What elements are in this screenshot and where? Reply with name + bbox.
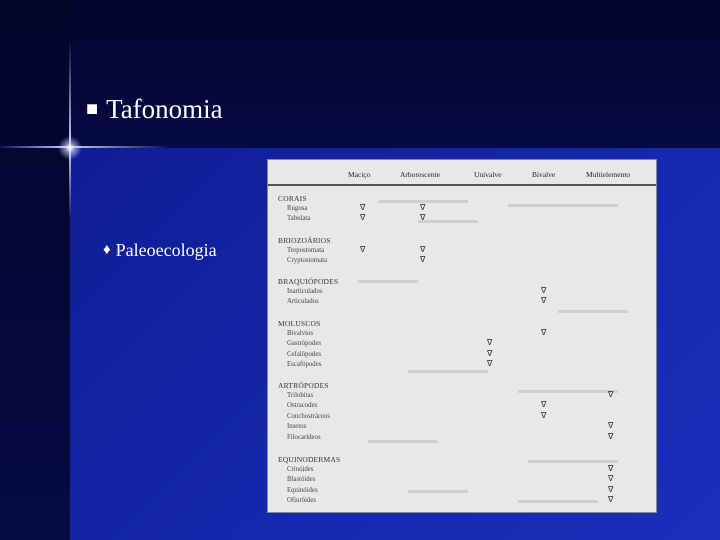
table-marker: ∇ xyxy=(541,296,547,306)
table-marker: ∇ xyxy=(608,421,614,431)
table-marker: ∇ xyxy=(360,213,366,223)
taxon-row-label: Inarticulados xyxy=(287,287,323,295)
taxon-row-label: Ofiuróides xyxy=(287,497,317,505)
taxon-row-label: Articulados xyxy=(287,298,319,306)
scan-noise xyxy=(408,370,488,373)
group-heading: MOLUSCOS xyxy=(278,319,321,328)
diamond-bullet-icon: ♦ xyxy=(103,242,111,258)
taxon-row-label: Cryptostomata xyxy=(287,257,328,265)
taxon-row-label: Conchostráceos xyxy=(287,412,331,420)
taxon-row-label: Blastóides xyxy=(287,476,316,484)
table-marker: ∇ xyxy=(420,202,426,212)
table-marker: ∇ xyxy=(541,285,547,295)
slide-bullet-item xyxy=(103,240,217,261)
scan-noise xyxy=(558,310,628,313)
decorative-glow xyxy=(58,136,82,160)
table-marker: ∇ xyxy=(541,327,547,337)
taxon-row-label: Crinóides xyxy=(287,465,314,473)
table-marker: ∇ xyxy=(608,389,614,399)
taxon-row-label: Escafópodes xyxy=(287,361,322,369)
table-marker: ∇ xyxy=(420,244,426,254)
column-header: Bivalve xyxy=(532,170,556,179)
table-marker: ∇ xyxy=(360,244,366,254)
scan-noise xyxy=(418,220,478,223)
taxon-row-label: Ostracodes xyxy=(287,402,318,410)
table-header xyxy=(268,160,656,186)
taxonomy-table-figure xyxy=(268,160,656,512)
taxon-row-label: Gastrópodes xyxy=(287,340,321,348)
column-header: Multielemento xyxy=(586,170,631,179)
table-marker: ∇ xyxy=(541,400,547,410)
table-marker: ∇ xyxy=(608,495,614,505)
table-marker: ∇ xyxy=(608,431,614,441)
bullet-text: Paleoecologia xyxy=(115,240,217,260)
taxon-row-label: Rugosa xyxy=(287,204,308,212)
scan-noise xyxy=(368,440,438,443)
table-marker: ∇ xyxy=(608,484,614,494)
square-bullet-icon: ■ xyxy=(86,98,99,120)
taxon-row-label: Insetos xyxy=(287,423,307,431)
column-header: Univalve xyxy=(474,170,502,179)
scan-noise xyxy=(408,490,468,493)
table-marker: ∇ xyxy=(420,255,426,265)
group-heading: CORAIS xyxy=(278,194,307,203)
table-marker: ∇ xyxy=(487,338,493,348)
scan-noise xyxy=(518,500,598,503)
taxon-row-label: Trepostomata xyxy=(287,246,325,254)
decorative-horizontal-line xyxy=(0,146,170,148)
left-band xyxy=(0,0,70,540)
table-marker: ∇ xyxy=(541,410,547,420)
column-header: Arborescente xyxy=(400,170,440,179)
group-heading: EQUINODERMAS xyxy=(278,455,341,464)
scan-noise xyxy=(358,280,418,283)
taxon-row-label: Equinóides xyxy=(287,486,318,494)
group-heading: BRIOZOÁRIOS xyxy=(278,236,331,245)
table-marker: ∇ xyxy=(420,213,426,223)
scan-noise xyxy=(508,204,618,207)
table-marker: ∇ xyxy=(487,359,493,369)
table-marker: ∇ xyxy=(608,463,614,473)
taxon-row-label: Bivalvios xyxy=(287,329,314,337)
taxon-row-label: Tabulata xyxy=(287,215,311,223)
group-heading: BRAQUIÓPODES xyxy=(278,277,339,286)
taxon-row-label: Trilobitas xyxy=(287,391,314,399)
decorative-vertical-line xyxy=(69,40,71,220)
scan-noise xyxy=(528,460,618,463)
top-band xyxy=(70,0,720,148)
table-marker: ∇ xyxy=(487,348,493,358)
table-marker: ∇ xyxy=(360,202,366,212)
column-header: Maciço xyxy=(348,170,371,179)
taxon-row-label: Cefalópodes xyxy=(287,350,321,358)
table-marker: ∇ xyxy=(608,474,614,484)
slide-title xyxy=(86,94,223,125)
group-heading: ARTRÓPODES xyxy=(278,381,329,390)
taxon-row-label: Filocarídeos xyxy=(287,433,321,441)
title-text: Tafonomia xyxy=(106,94,223,124)
scan-noise xyxy=(518,390,618,393)
